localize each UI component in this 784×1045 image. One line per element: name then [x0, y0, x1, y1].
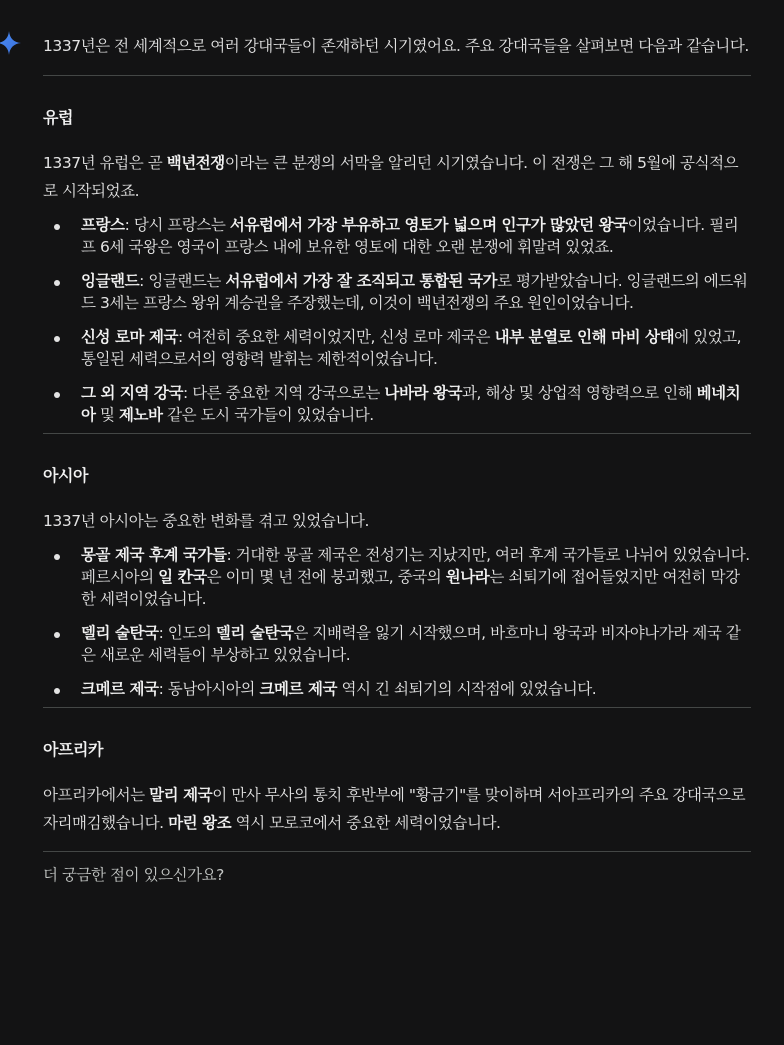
bold-emphasis: 델리 술탄국	[215, 624, 294, 642]
response-content	[43, 32, 751, 889]
bold-emphasis: 나바라 왕국	[384, 384, 462, 402]
divider	[43, 851, 751, 852]
divider	[43, 707, 751, 708]
bullet	[54, 280, 60, 286]
section-europe	[43, 104, 751, 434]
bold-emphasis: 크메르 제국	[81, 680, 159, 698]
section-title-africa: 아프리카	[43, 740, 104, 759]
section-paragraph-africa: 아프리카에서는 말리 제국이 만사 무사의 통치 후반부에 "황금기"를 맞이하며 서아프리카의 주요 강대국으로 자리매김했습니다. 마린 왕조 역시 모로코에서 중요한 세력이었습니다.	[43, 786, 746, 832]
list-item-delhi-sultanate: 델리 술탄국: 인도의 델리 술탄국은 지배력을 잃기 시작했으며, 바흐마니 왕국과 비자야나가라 제국 같은 새로운 세력들이 부상하고 있었습니다.	[43, 621, 751, 665]
divider	[43, 75, 751, 76]
list-asia	[43, 543, 751, 699]
bold-emphasis: 델리 술탄국	[81, 624, 159, 642]
bold-emphasis: 잉글랜드	[81, 272, 140, 290]
section-title-europe: 유럽	[43, 108, 74, 127]
bullet	[54, 224, 60, 230]
gemini-sparkle-icon	[0, 30, 22, 56]
bold-emphasis: 서유럽에서 가장 부유하고 영토가 넓으며 인구가 많았던 왕국	[229, 216, 628, 234]
list-item-mongol-successors: 몽골 제국 후계 국가들: 거대한 몽골 제국은 전성기는 지났지만, 여러 후계 국가들로 나뉘어 있었습니다. 페르시아의 일 칸국은 이미 몇 년 전에 붕괴했고, 중국의 원나라는 쇠퇴기에 접어들었지만 여전히 막강한 세력이었습니다.	[43, 543, 751, 609]
section-asia	[43, 462, 751, 708]
list-item-other-powers: 그 외 지역 강국: 다른 중요한 지역 강국으로는 나바라 왕국과, 해상 및 상업적 영향력으로 인해 베네치아 및 제노바 같은 도시 국가들이 있었습니다.	[43, 381, 751, 425]
bold-emphasis: 제노바	[119, 406, 163, 424]
bold-emphasis: 크메르 제국	[259, 680, 337, 698]
bold-emphasis: 백년전쟁	[166, 154, 225, 172]
bullet	[54, 554, 60, 560]
bold-emphasis: 말리 제국	[149, 786, 213, 804]
bold-emphasis: 그 외 지역 강국	[81, 384, 183, 402]
section-africa	[43, 736, 751, 852]
list-item-france: 프랑스: 당시 프랑스는 서유럽에서 가장 부유하고 영토가 넓으며 인구가 많았던 왕국이었습니다. 필리프 6세 국왕은 영국이 프랑스 내에 보유한 영토에 대한 오랜 분쟁에 휘말려 있었죠.	[43, 213, 751, 257]
section-title-asia: 아시아	[43, 466, 89, 485]
list-item-holy-roman-empire: 신성 로마 제국: 여전히 중요한 세력이었지만, 신성 로마 제국은 내부 분열로 인해 마비 상태에 있었고, 통일된 세력으로서의 영향력 발휘는 제한적이었습니다.	[43, 325, 751, 369]
bold-emphasis: 원나라	[445, 568, 490, 586]
bullet	[54, 336, 60, 342]
bullet	[54, 392, 60, 398]
divider	[43, 433, 751, 434]
list-item-khmer-empire: 크메르 제국: 동남아시아의 크메르 제국 역시 긴 쇠퇴기의 시작점에 있었습니다.	[43, 677, 751, 699]
bold-emphasis: 서유럽에서 가장 잘 조직되고 통합된 국가	[225, 272, 498, 290]
intro-paragraph: 1337년은 전 세계적으로 여러 강대국들이 존재하던 시기였어요. 주요 강대국들을 살펴보면 다음과 같습니다.	[43, 37, 749, 55]
bold-emphasis: 베네치아	[81, 384, 741, 424]
list-europe	[43, 213, 751, 425]
bullet	[54, 688, 60, 694]
bold-emphasis: 프랑스	[81, 216, 125, 234]
section-paragraph-asia: 1337년 아시아는 중요한 변화를 겪고 있었습니다.	[43, 512, 369, 530]
bullet	[54, 632, 60, 638]
bold-emphasis: 내부 분열로 인해 마비 상태	[494, 328, 675, 346]
bold-emphasis: 신성 로마 제국	[81, 328, 179, 346]
section-paragraph-europe: 1337년 유럽은 곧 백년전쟁이라는 큰 분쟁의 서막을 알리던 시기였습니다. 이 전쟁은 그 해 5월에 공식적으로 시작되었죠.	[43, 154, 739, 200]
bold-emphasis: 마린 왕조	[168, 814, 232, 832]
list-item-england: 잉글랜드: 잉글랜드는 서유럽에서 가장 잘 조직되고 통합된 국가로 평가받았습니다. 잉글랜드의 에드워드 3세는 프랑스 왕위 계승권을 주장했는데, 이것이 백년전쟁의 주요 원인이었습니다.	[43, 269, 751, 313]
bold-emphasis: 일 칸국	[158, 568, 207, 586]
bold-emphasis: 몽골 제국 후계 국가들	[81, 546, 227, 564]
followup-question: 더 궁금한 점이 있으신가요?	[43, 866, 224, 884]
